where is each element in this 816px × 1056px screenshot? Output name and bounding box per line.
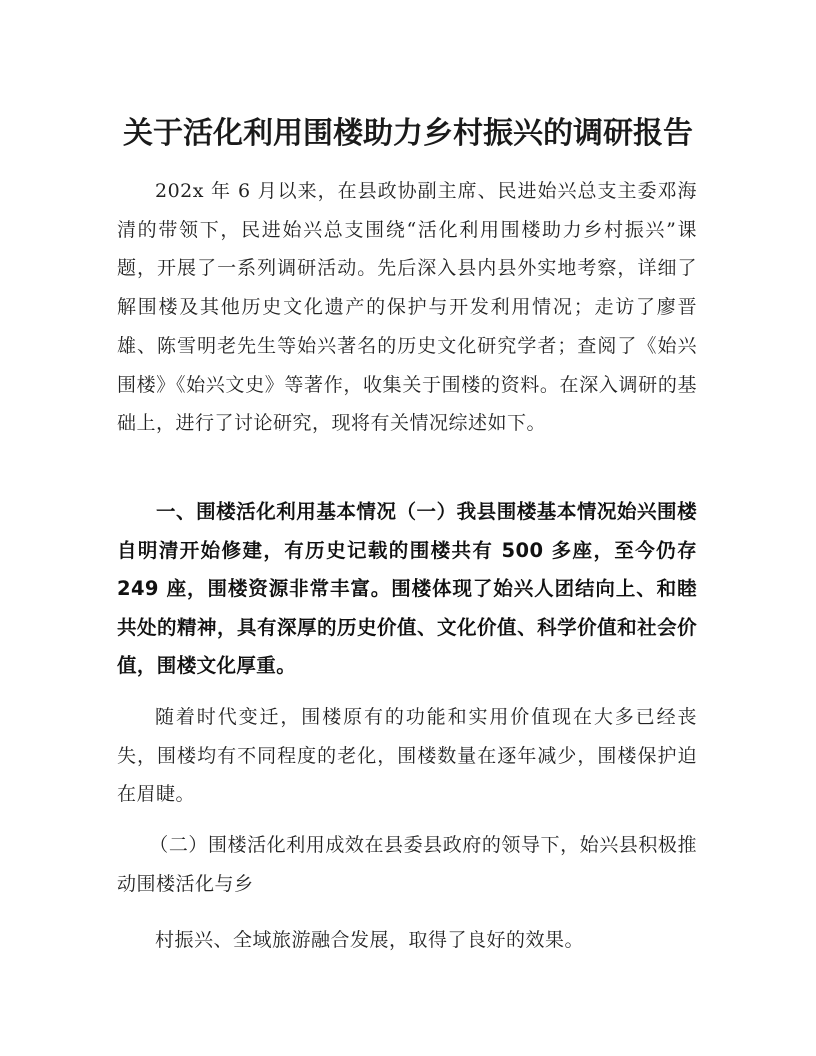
body-paragraph: 随着时代变迁，围楼原有的功能和实用价值现在大多已经丧失，围楼均有不同程度的老化，围楼数量在逐年减少，围楼保护迫在眉睫。 [117,706,697,806]
document-title: 关于活化利用围楼助力乡村振兴的调研报告 [123,116,693,151]
section-one-paragraph: 一、围楼活化利用基本情况（一）我县围楼基本情况始兴围楼自明清开始修建，有历史记载的围楼共有 500 多座，至今仍存 249 座，围楼资源非常丰富。围楼体现了始兴人团结向上、和睦共处的精神，具有深厚的历史价值、文化价值、科学价值和社会价值，围楼文化厚重。 [117,500,697,677]
subsection-two-paragraph: （二）围楼活化利用成效在县委县政府的领导下，始兴县积极推动围楼活化与乡 [117,834,697,895]
intro-paragraph: 202x 年 6 月以来，在县政协副主席、民进始兴总支主委邓海清的带领下，民进始兴总支围绕“活化利用围楼助力乡村振兴”课题，开展了一系列调研活动。先后深入县内县外实地考察，详细了解围楼及其他历史文化遗产的保护与开发利用情况；走访了廖晋雄、陈雪明老先生等始兴著名的历史文化研究学者；查阅了《始兴围楼》《始兴文史》等著作，收集关于围楼的资料。在深入调研的基础上，进行了讨论研究，现将有关情况综述如下。 [117,180,697,435]
continuation-paragraph: 村振兴、全域旅游融合发展，取得了良好的效果。 [155,929,585,951]
